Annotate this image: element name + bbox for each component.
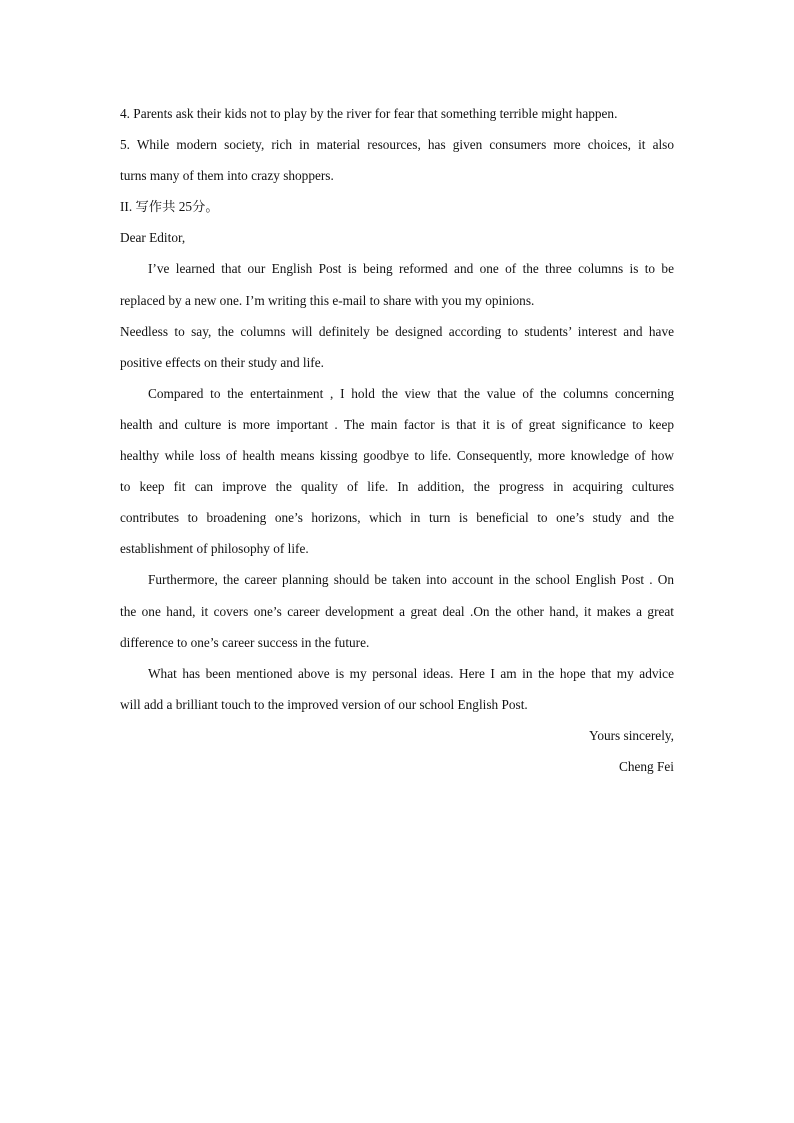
text-line: Compared to the entertainment , I hold the view that the value of the columns concerning bbox=[148, 385, 674, 401]
signature: Cheng Fei bbox=[618, 758, 674, 774]
text-line: turns many of them into crazy shoppers. bbox=[120, 168, 334, 184]
text-line: 5. While modern society, rich in material resources, has given consumers more choices, it also bbox=[120, 137, 674, 153]
salutation: Dear Editor, bbox=[120, 230, 186, 246]
document-page bbox=[120, 98, 674, 782]
text-line: Furthermore, the career planning should be taken into account in the school English Post . On bbox=[148, 572, 674, 588]
text-line: contributes to broadening one’s horizons, which in turn is beneficial to one’s study and the bbox=[120, 510, 674, 526]
closing: Yours sincerely, bbox=[589, 727, 674, 743]
text-line: to keep fit can improve the quality of life. In addition, the progress in acquiring cultures bbox=[120, 479, 674, 495]
text-line: What has been mentioned above is my personal ideas. Here I am in the hope that my advice bbox=[148, 665, 674, 681]
text-line: replaced by a new one. I’m writing this e-mail to share with you my opinions. bbox=[120, 292, 535, 308]
text-line: positive effects on their study and life. bbox=[120, 354, 324, 370]
text-line: 4. Parents ask their kids not to play by the river for fear that something terrible might happen. bbox=[120, 106, 618, 121]
section-heading: II. 写作共 25分。 bbox=[120, 199, 219, 215]
text-line: will add a brilliant touch to the improved version of our school English Post. bbox=[120, 696, 528, 712]
text-line: healthy while loss of health means kissing goodbye to life. Consequently, more knowledge of how bbox=[120, 448, 674, 464]
text-line: difference to one’s career success in the future. bbox=[120, 634, 370, 650]
text-line: I’ve learned that our English Post is being reformed and one of the three columns is to be bbox=[148, 261, 674, 277]
text-line: health and culture is more important . The main factor is that it is of great significance to keep bbox=[120, 416, 674, 432]
text-line: establishment of philosophy of life. bbox=[120, 541, 309, 557]
text-line: Needless to say, the columns will definitely be designed according to students’ interest and have bbox=[120, 323, 674, 339]
text-line: the one hand, it covers one’s career development a great deal .On the other hand, it makes a great bbox=[120, 603, 674, 619]
